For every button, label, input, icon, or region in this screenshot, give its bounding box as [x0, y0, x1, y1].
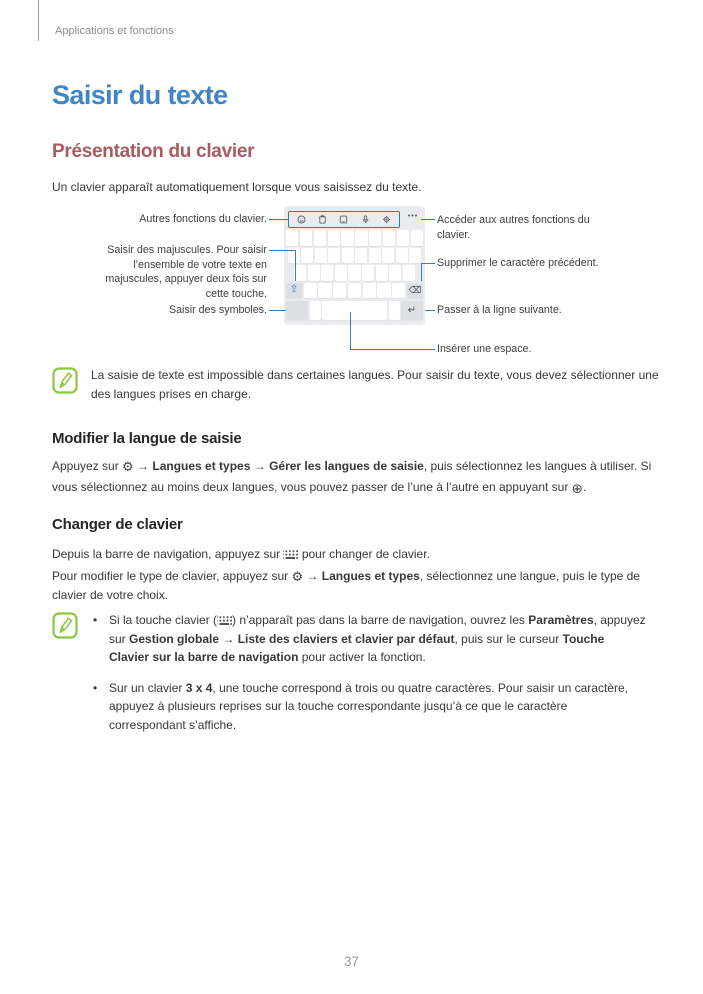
- label-more: Accéder aux autres fonctions du clavier.: [437, 214, 590, 241]
- letter-key: [369, 230, 381, 246]
- letter-key: [348, 265, 360, 281]
- enter-icon: ↵: [407, 304, 417, 316]
- letter-key: [335, 265, 347, 281]
- callout-line-enter: [425, 310, 435, 311]
- letter-key: [383, 230, 395, 246]
- key-row-4-letters: [304, 283, 406, 299]
- letter-key: [376, 265, 388, 281]
- label-enter: Passer à la ligne suivante.: [437, 304, 562, 316]
- key-row-3: [294, 265, 415, 281]
- period-key: [389, 301, 400, 320]
- header-rule: [38, 0, 39, 41]
- callout-line-shift-v: [295, 250, 296, 281]
- emoji-icon: [297, 215, 306, 224]
- keyboard-icon: [283, 549, 298, 559]
- letter-key: [321, 265, 333, 281]
- letter-key: [355, 230, 367, 246]
- mic-icon: [361, 215, 370, 224]
- tablet-icon: [339, 215, 348, 224]
- letter-key: [341, 230, 353, 246]
- key-row-1: [286, 230, 423, 246]
- key-row-4: [286, 283, 423, 299]
- letter-key: [304, 283, 317, 299]
- settings-icon: [382, 215, 391, 224]
- callout-line-backspace-h: [421, 263, 435, 264]
- running-header: Applications et fonctions: [55, 25, 174, 37]
- letter-key: [300, 230, 312, 246]
- letter-key: [392, 283, 405, 299]
- letter-key: [369, 248, 381, 264]
- more-options-icon: •••: [407, 213, 419, 220]
- callout-line-more: [421, 219, 435, 220]
- shift-key: [286, 283, 302, 299]
- letter-key: [396, 248, 408, 264]
- callout-line-space-v: [350, 312, 351, 349]
- label-shift: Saisir des majuscules. Pour saisir l’ensemble de votre texte en majuscules, appuyer deux fois sur cette touche.: [105, 244, 267, 300]
- letter-key: [363, 283, 376, 299]
- letter-key: [362, 265, 374, 281]
- space-key: [322, 301, 387, 320]
- keyboard-illustration: [284, 206, 425, 325]
- callout-line-space-h: [350, 349, 435, 350]
- letter-key: [308, 265, 320, 281]
- letter-key: [389, 265, 401, 281]
- symbols-key: [286, 301, 308, 320]
- callout-line-shift-h: [269, 250, 296, 251]
- label-symbols: Saisir des symboles.: [168, 304, 267, 316]
- letter-key: [333, 283, 346, 299]
- shift-icon: ⇧: [289, 284, 299, 296]
- section-heading-presentation: Présentation du clavier: [52, 141, 255, 162]
- key-row-2: [288, 248, 421, 264]
- letter-key: [397, 230, 409, 246]
- keyboard-icon: [217, 615, 232, 625]
- change-paragraph-2: Pour modifier le type de clavier, appuyez sur ⚙ → Langues et types, sélectionnez une langue, puis le type de clavier de votre choix.: [52, 569, 640, 602]
- note-block-2: [52, 611, 664, 734]
- callout-line-symbols: [269, 310, 286, 311]
- label-toolbar: Autres fonctions du clavier.: [139, 213, 267, 225]
- comma-key: [310, 301, 321, 320]
- language-paragraph: Appuyez sur ⚙ → Langues et types → Gérer les langues de saisie, puis sélectionnez les langues à utiliser. Si vous sélectionnez au moins deux langues, vous pouvez passer de l’une à l’autre en appuyant sur ⊕.: [52, 459, 652, 496]
- clipboard-icon: [318, 215, 327, 224]
- letter-key: [328, 230, 340, 246]
- letter-key: [301, 248, 313, 264]
- letter-key: [328, 248, 340, 264]
- note-2-list: [91, 611, 646, 734]
- note-pencil-icon: [52, 366, 78, 400]
- backspace-key: [407, 283, 423, 299]
- change-paragraph-1: Depuis la barre de navigation, appuyez sur pour changer de clavier.: [52, 547, 430, 561]
- keyboard-toolbar-highlight: [288, 211, 400, 228]
- globe-icon: ⊕: [571, 480, 583, 496]
- letter-key: [355, 248, 367, 264]
- section-heading-change: Changer de clavier: [52, 516, 183, 533]
- gear-icon: ⚙: [291, 569, 304, 584]
- intro-paragraph: Un clavier apparaît automatiquement lorsque vous saisissez du texte.: [52, 180, 422, 194]
- callout-line-toolbar: [269, 219, 288, 220]
- letter-key: [382, 248, 394, 264]
- letter-key: [348, 283, 361, 299]
- callout-line-backspace-v: [421, 263, 422, 281]
- letter-key: [315, 248, 327, 264]
- note-pencil-icon: [52, 611, 78, 645]
- backspace-icon: ⌫: [408, 284, 422, 295]
- section-heading-language: Modifier la langue de saisie: [52, 430, 242, 447]
- letter-key: [409, 248, 421, 264]
- note-2-bullet-2: • Sur un clavier 3 x 4, une touche correspond à trois ou quatre caractères. Pour saisir un caractère, appuyez à plusieurs reprises sur la touche correspondante jusqu’à ce que le caractère correspondant s’affiche.: [91, 679, 646, 735]
- page-number: 37: [343, 954, 360, 969]
- letter-key: [411, 230, 423, 246]
- note-1-text: La saisie de texte est impossible dans certaines langues. Pour saisir du texte, vous devez sélectionner une des langues prises en charge.: [91, 368, 659, 401]
- label-backspace: Supprimer le caractère précédent.: [437, 257, 599, 269]
- gear-icon: ⚙: [122, 459, 134, 474]
- page-title: Saisir du texte: [52, 80, 228, 110]
- letter-key: [403, 265, 415, 281]
- letter-key: [314, 230, 326, 246]
- note-2-bullet-1: • Si la touche clavier ( ) n’apparaît pas dans la barre de navigation, ouvrez les Paramètres, appuyez sur Gestion globale → Liste des claviers et clavier par défaut, puis sur le curseur Touche Clavier sur la barre de navigation pour activer la fonction.: [91, 611, 646, 667]
- keyboard-diagram: [0, 200, 703, 365]
- key-row-5: [286, 301, 423, 320]
- label-space: Insérer une espace.: [437, 343, 532, 355]
- note-block-1: [52, 366, 662, 403]
- enter-key: [401, 301, 423, 320]
- letter-key: [286, 230, 298, 246]
- letter-key: [377, 283, 390, 299]
- letter-key: [342, 248, 354, 264]
- letter-key: [318, 283, 331, 299]
